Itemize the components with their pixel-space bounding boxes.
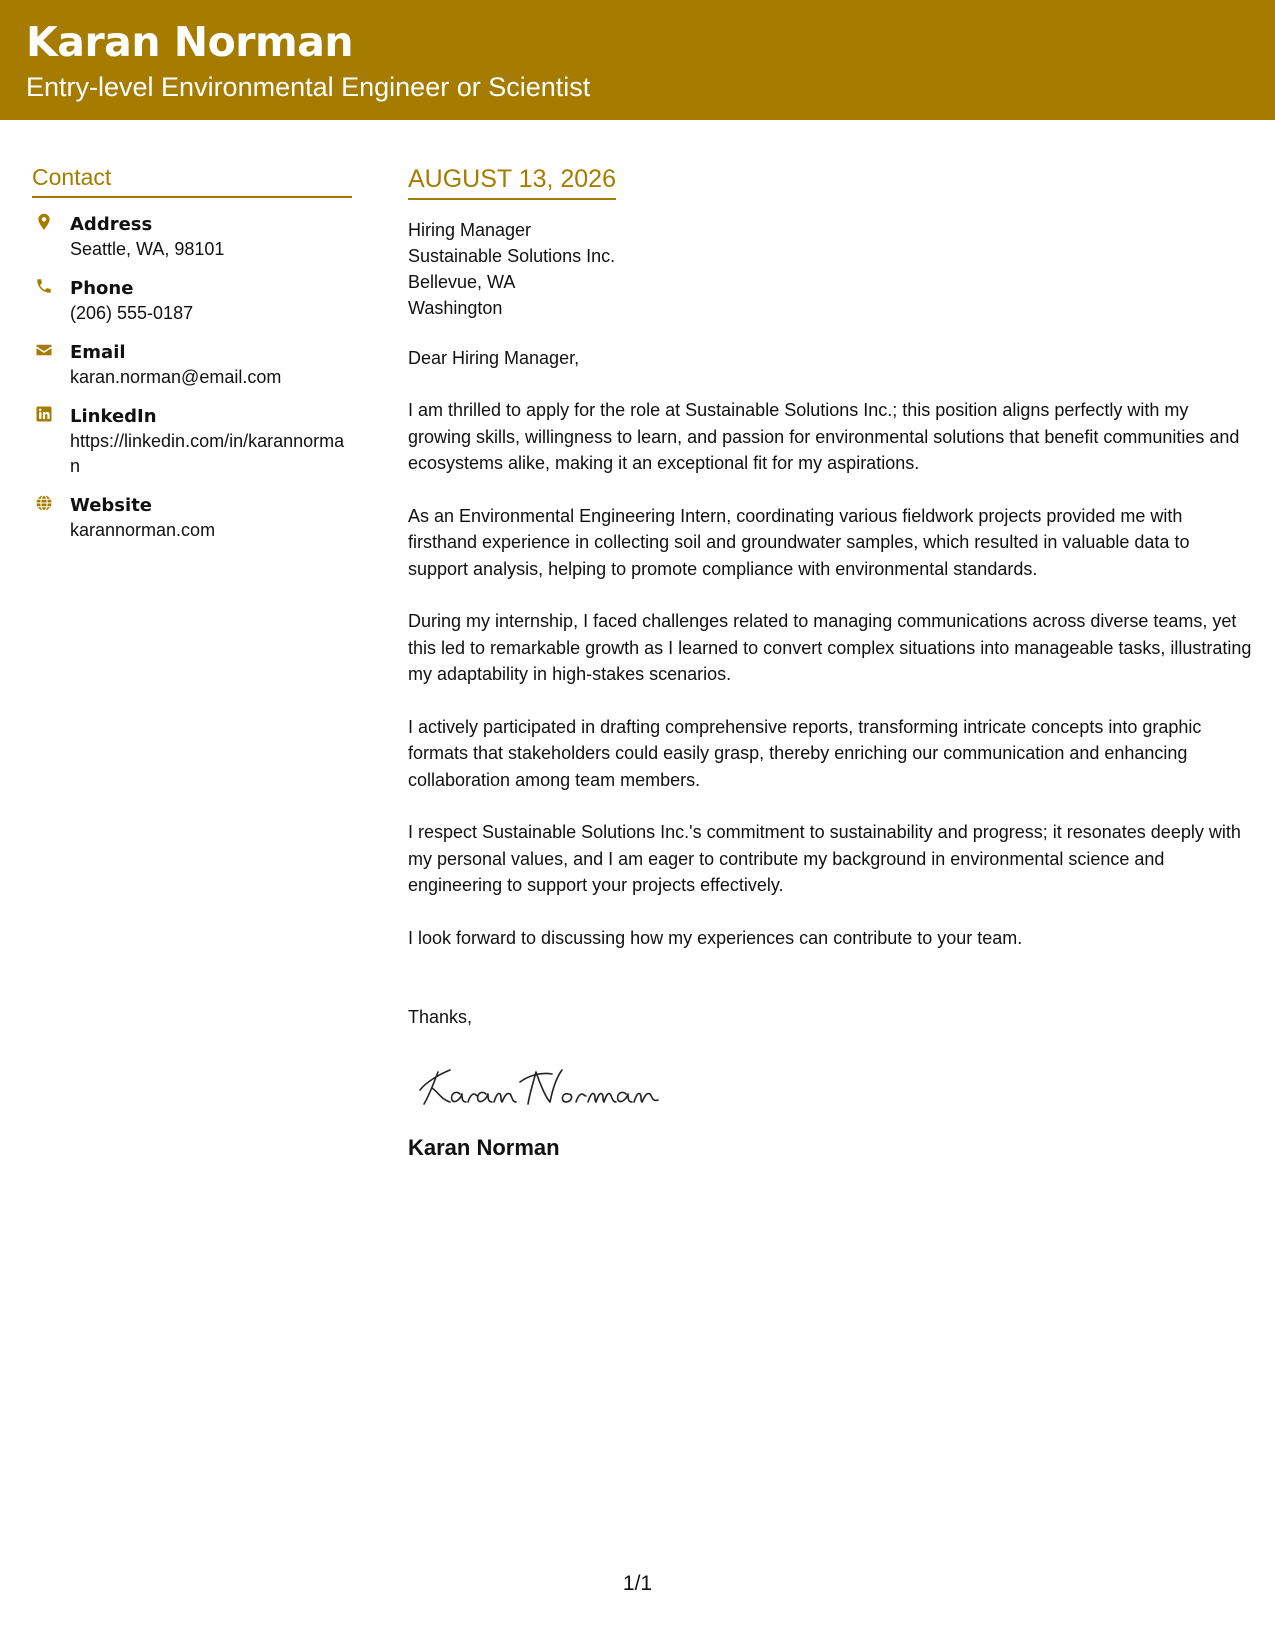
letter-closing: Thanks, [408, 1007, 473, 1027]
letter-greeting: Dear Hiring Manager, [408, 348, 580, 368]
address-label: Address [70, 213, 153, 235]
signer-name: Karan Norman [408, 1135, 560, 1160]
page-number: 1/1 [622, 1572, 653, 1595]
contact-website [32, 493, 352, 543]
globe-icon [35, 494, 53, 512]
recipient-line: Hiring Manager [408, 220, 532, 240]
letter-paragraph: As an Environmental Engineering Intern, coordinating various fieldwork projects provided me with firsthand experience in collecting soil and groundwater samples, which resulted in valuable data to support analysis, helping to promote compliance with environmental standards. [408, 505, 1190, 579]
contact-email [32, 340, 352, 390]
contact-phone [32, 276, 352, 326]
linkedin-value[interactable]: https://linkedin.com/in/karannorman [70, 430, 345, 476]
recipient-line: Washington [408, 298, 503, 318]
candidate-role: Entry-level Environmental Engineer or Scientist [26, 72, 591, 102]
letter-paragraph: I am thrilled to apply for the role at Sustainable Solutions Inc.; this position aligns perfectly with my growing skills, willingness to learn, and passion for environmental solutions that benefit communities and ecosystems alike, making it an exceptional fit for my aspirations. [408, 400, 1240, 473]
letter-paragraph: I respect Sustainable Solutions Inc.'s commitment to sustainability and progress; it resonates deeply with my personal values, and I am eager to contribute my background in environmental science and engineering to support your projects effectively. [408, 822, 1241, 895]
letter-body [408, 164, 1253, 1161]
recipient-line: Sustainable Solutions Inc. [408, 246, 616, 266]
map-pin-icon [35, 213, 53, 231]
address-value: Seattle, WA, 98101 [70, 238, 225, 259]
recipient-block [408, 217, 1253, 321]
contact-address [32, 212, 352, 262]
handwritten-signature [416, 1062, 676, 1110]
recipient-line: Bellevue, WA [408, 272, 516, 292]
letter-date: AUGUST 13, 2026 [408, 164, 616, 200]
letter-paragraph: I look forward to discussing how my experiences can contribute to your team. [408, 927, 1023, 948]
website-value[interactable]: karannorman.com [70, 519, 216, 540]
website-label: Website [70, 494, 153, 516]
phone-icon [35, 277, 53, 295]
letter-paragraph: I actively participated in drafting comprehensive reports, transforming intricate concepts into graphic formats that stakeholders could easily grasp, thereby enriching our communication and enhancing collaboration among team members. [408, 716, 1202, 790]
linkedin-label: LinkedIn [70, 405, 157, 427]
candidate-name: Karan Norman [26, 18, 354, 66]
envelope-icon [35, 341, 53, 359]
contact-linkedin [32, 404, 352, 479]
letter-paragraph: During my internship, I faced challenges related to managing communications across diverse teams, yet this led to remarkable growth as I learned to convert complex situations into manageable tasks, illustrating my adaptability in high-stakes scenarios. [408, 611, 1252, 684]
phone-label: Phone [70, 277, 134, 299]
phone-value: (206) 555-0187 [70, 302, 194, 323]
contact-section-title: Contact [32, 164, 352, 198]
email-value[interactable]: karan.norman@email.com [70, 366, 282, 387]
header-banner [0, 0, 1275, 120]
linkedin-icon [35, 405, 53, 423]
email-label: Email [70, 341, 126, 363]
contact-sidebar [32, 164, 352, 543]
